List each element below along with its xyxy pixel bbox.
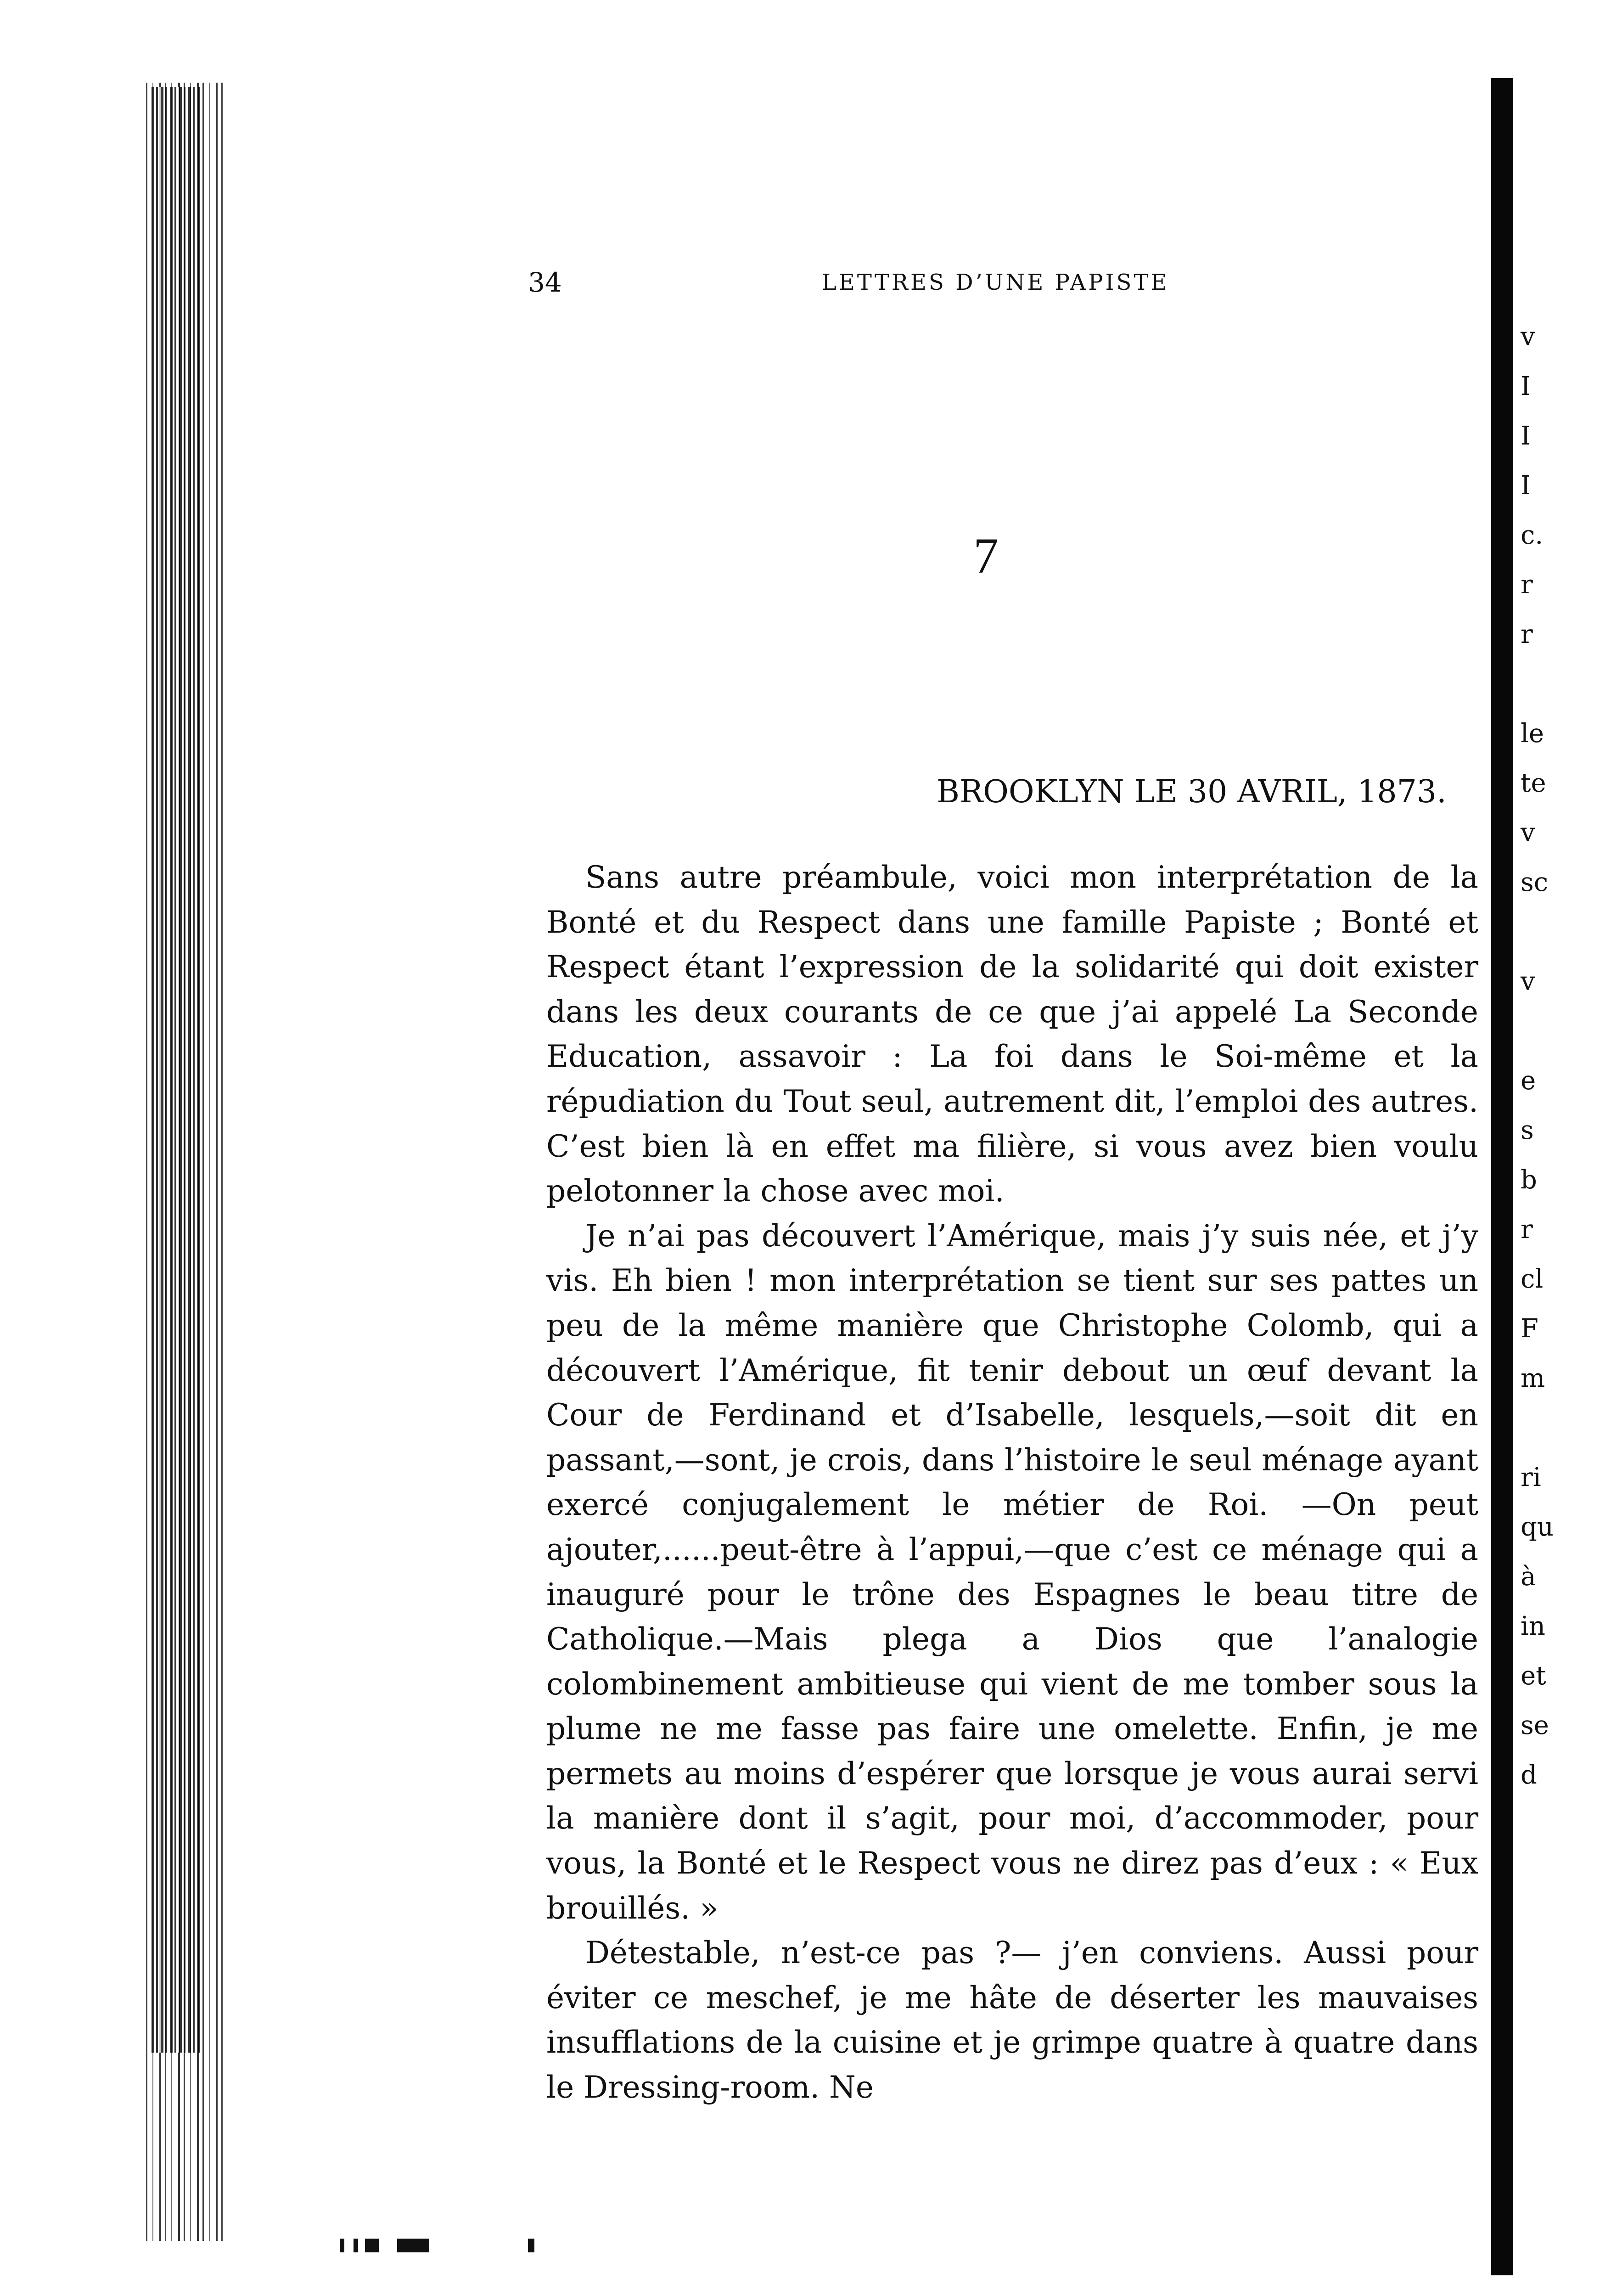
fragment: r: [1521, 1215, 1533, 1244]
page-edge-bar: [1491, 78, 1513, 2275]
fragment: le: [1521, 719, 1544, 748]
fragment: s: [1521, 1115, 1534, 1145]
fragment: F: [1521, 1314, 1538, 1344]
fragment: te: [1521, 768, 1546, 798]
fragment: v: [1521, 967, 1535, 996]
fragment: se: [1521, 1711, 1549, 1740]
fragment: I: [1521, 371, 1531, 401]
running-head: [528, 264, 1217, 301]
fragment: d: [1521, 1760, 1537, 1790]
page-number: 34: [528, 267, 562, 298]
fragment: r: [1521, 570, 1533, 600]
dateline: BROOKLYN LE 30 AVRIL, 1873.: [937, 774, 1447, 810]
fragment: à: [1521, 1562, 1536, 1592]
fragment: [1515, 907, 1611, 957]
fragment: v: [1521, 818, 1535, 848]
fragment: r: [1521, 619, 1533, 649]
paragraph: Je n’ai pas découvert l’Amérique, mais j’y suis née, et j’y vis. Eh bien ! mon interprétation se tient sur ses pattes un peu de la même manière que Christophe Colomb, qui a découvert l’Amérique, fit tenir debout un œuf devant la Cour de Ferdinand et d’Isabelle, lesquels,—soit dit en passant,—sont, je crois, dans l’histoire le seul ménage ayant exercé conjugalement le métier de Roi. —On peut ajouter,......peut-être à l’appui,—que c’est ce ménage qui a inauguré pour le trône des Espagnes le beau titre de Catholique.—Mais plega a Dios que l’analogie colombinement ambitieuse qui vient de me tomber sous la plume ne me fasse pas faire une omelette. Enfin, je me permets au moins d’espérer que lorsque je vous aurai servi la manière dont il s’agit, pour moi, d’accommoder, pour vous, la Bonté et le Respect vous ne direz pas d’eux : « Eux brouillés. »: [546, 1218, 1478, 1926]
fragment: sc: [1521, 867, 1549, 897]
fragment: I: [1521, 421, 1531, 451]
binding-gutter-marks: [152, 87, 202, 2053]
fragment: ri: [1521, 1463, 1541, 1492]
letter-body: [546, 855, 1478, 2105]
fragment: [1515, 1403, 1611, 1453]
fragment: m: [1521, 1363, 1545, 1393]
fragment: v: [1521, 322, 1535, 352]
paragraph: Détestable, n’est-ce pas ?— j’en conviens. Aussi pour éviter ce meschef, je me hâte de déserter les mauvaises insufflations de la cuisine et je grimpe quatre à quatre dans le Dressing-room. Ne: [546, 1935, 1478, 2105]
fragment: e: [1521, 1066, 1536, 1096]
paragraph: Sans autre préambule, voici mon interprétation de la Bonté et du Respect dans une famille Papiste ; Bonté et Respect étant l’expression de la solidarité qui doit exister dans les deux courants de ce que j’ai appelé La Seconde Education, assavoir : La foi dans le Soi-même et la répudiation du Tout seul, autrement dit, l’emploi des autres. C’est bien là en effet ma filière, si vous avez bien voulu pelotonner la chose avec moi.: [546, 860, 1478, 1209]
fragment: c.: [1521, 520, 1544, 550]
fragment: et: [1521, 1661, 1546, 1691]
fragment: cl: [1521, 1264, 1544, 1294]
facing-page-fragments: [1515, 312, 1611, 1790]
fragment: qu: [1521, 1512, 1554, 1542]
fragment: I: [1521, 471, 1531, 501]
fragment: [1515, 659, 1611, 709]
bottom-edge-marks: [340, 2239, 551, 2252]
fragment: [1515, 1007, 1611, 1056]
section-number: 7: [973, 528, 999, 584]
fragment: b: [1521, 1165, 1537, 1195]
fragment: in: [1521, 1611, 1545, 1641]
running-title: LETTRES D’UNE PAPISTE: [822, 270, 1169, 295]
